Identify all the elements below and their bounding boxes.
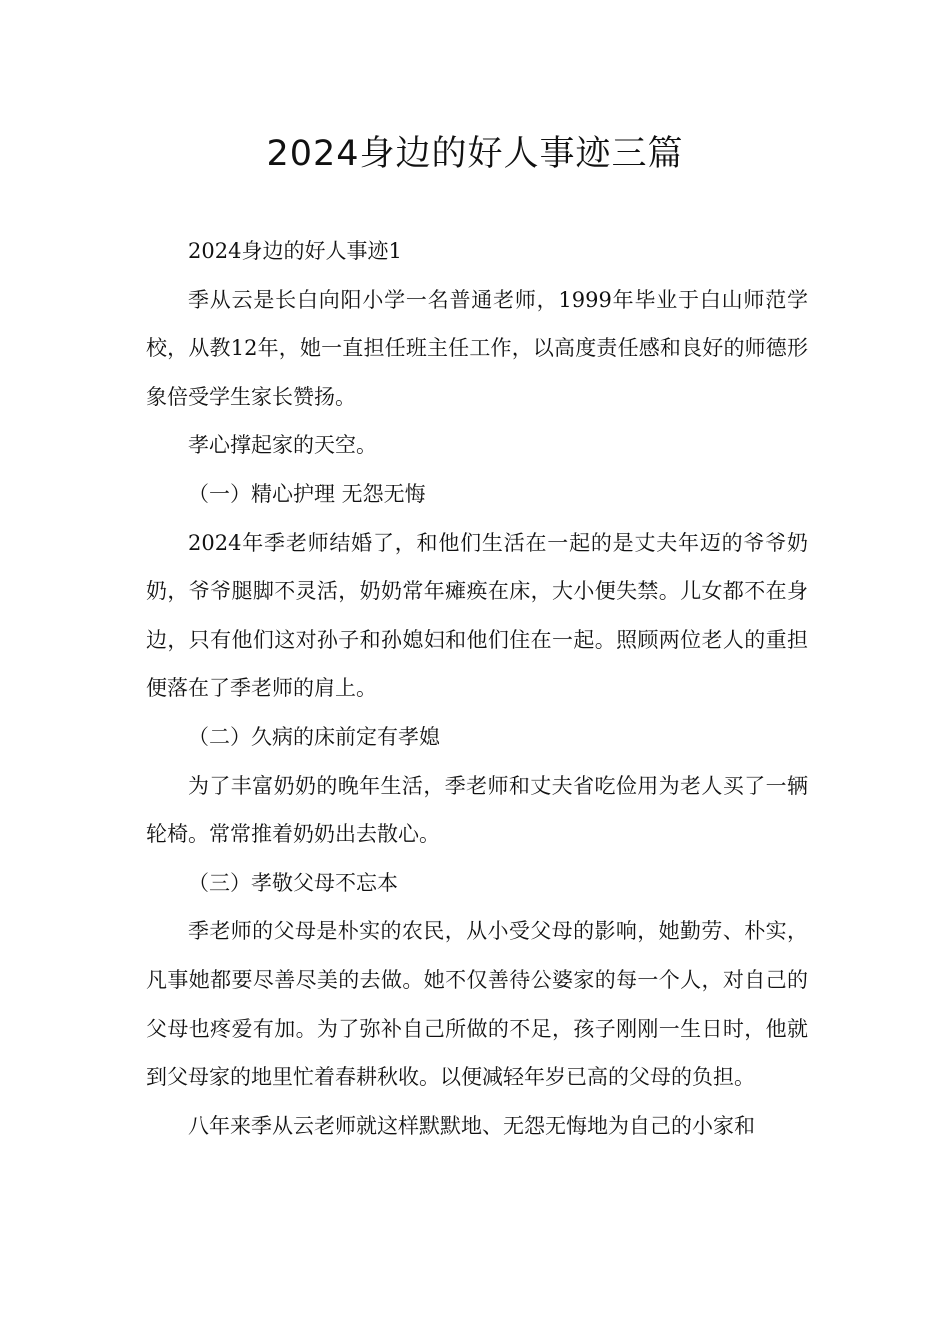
paragraph: 季从云是长白向阳小学一名普通老师，1999年毕业于白山师范学校，从教12年，她一直担任班主任工作，以高度责任感和良好的师德形象倍受学生家长赞扬。 xyxy=(146,287,808,409)
subheading: （三）孝敬父母不忘本 xyxy=(188,870,398,895)
paragraph: 孝心撑起家的天空。 xyxy=(188,433,377,458)
paragraph: 季老师的父母是朴实的农民，从小受父母的影响，她勤劳、朴实，凡事她都要尽善尽美的去做。她不仅善待公婆家的每一个人，对自己的父母也疼爱有加。为了弥补自己所做的不足，孩子刚刚一生日时，他就到父母家的地里忙着春耕秋收。以便减轻年岁已高的父母的负担。 xyxy=(146,919,808,1090)
document-body xyxy=(146,227,808,1150)
paragraph: 八年来季从云老师就这样默默地、无怨无悔地为自己的小家和 xyxy=(188,1113,755,1138)
section-heading: 2024身边的好人事迹1 xyxy=(188,239,402,263)
subheading: （二）久病的床前定有孝媳 xyxy=(188,724,440,749)
subheading: （一）精心护理 无怨无悔 xyxy=(188,481,426,506)
paragraph: 2024年季老师结婚了，和他们生活在一起的是丈夫年迈的爷爷奶奶，爷爷腿脚不灵活，奶奶常年瘫痪在床，大小便失禁。儿女都不在身边，只有他们这对孙子和孙媳妇和他们住在一起。照顾两位老人的重担便落在了季老师的肩上。 xyxy=(146,530,808,701)
document-title: 2024身边的好人事迹三篇 xyxy=(266,134,684,174)
paragraph: 为了丰富奶奶的晚年生活，季老师和丈夫省吃俭用为老人买了一辆轮椅。常常推着奶奶出去散心。 xyxy=(146,773,808,847)
